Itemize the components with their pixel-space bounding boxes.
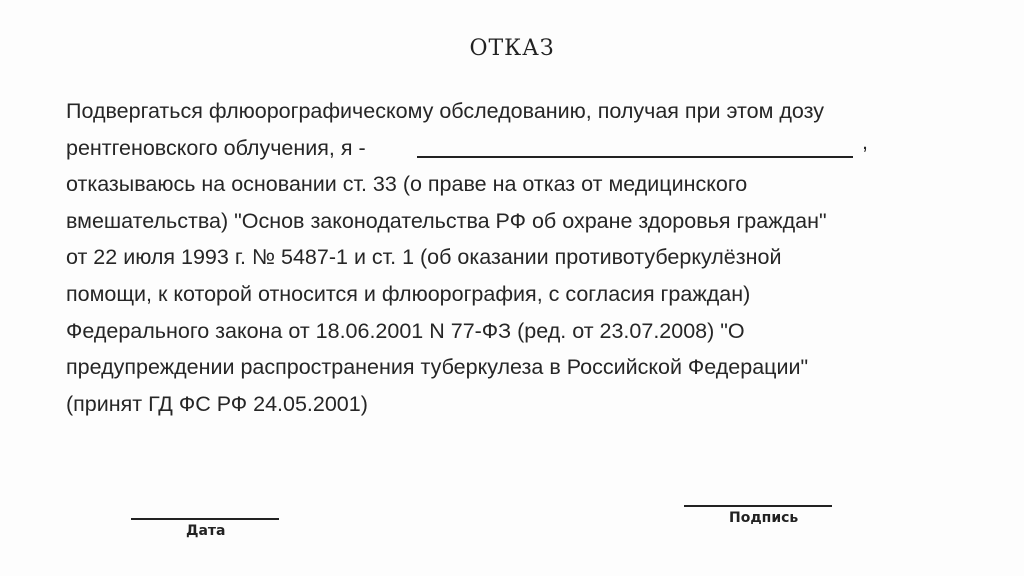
name-field-comma: , — [862, 130, 868, 154]
body-line: вмешательства) "Основ законодательства РФ об охране здоровья граждан" — [66, 208, 827, 233]
body-line: предупреждении распространения туберкулеза в Российской Федерации" — [66, 355, 809, 380]
document-body — [66, 93, 966, 422]
body-line: рентгеновского облучения, я - — [66, 135, 366, 160]
signature-label: Подпись — [729, 510, 799, 526]
body-line: помощи, к которой относится и флюорография, с согласия граждан) — [66, 281, 751, 306]
date-label: Дата — [186, 523, 226, 539]
body-line: Подвергаться флюорографическому обследованию, получая при этом дозу — [66, 99, 824, 123]
body-line: отказываюсь на основании ст. 33 (о праве на отказ от медицинского — [66, 172, 748, 197]
body-line: от 22 июля 1993 г. № 5487-1 и ст. 1 (об оказании противотуберкулёзной — [66, 245, 782, 270]
document-title: ОТКАЗ — [469, 36, 555, 61]
body-line: Федерального закона от 18.06.2001 N 77-ФЗ (ред. от 23.07.2008) "О — [66, 318, 745, 343]
signature-fill-line[interactable] — [684, 505, 832, 507]
body-line: (принят ГД ФС РФ 24.05.2001) — [66, 391, 368, 416]
name-fill-line[interactable] — [417, 156, 853, 158]
date-fill-line[interactable] — [131, 518, 279, 520]
